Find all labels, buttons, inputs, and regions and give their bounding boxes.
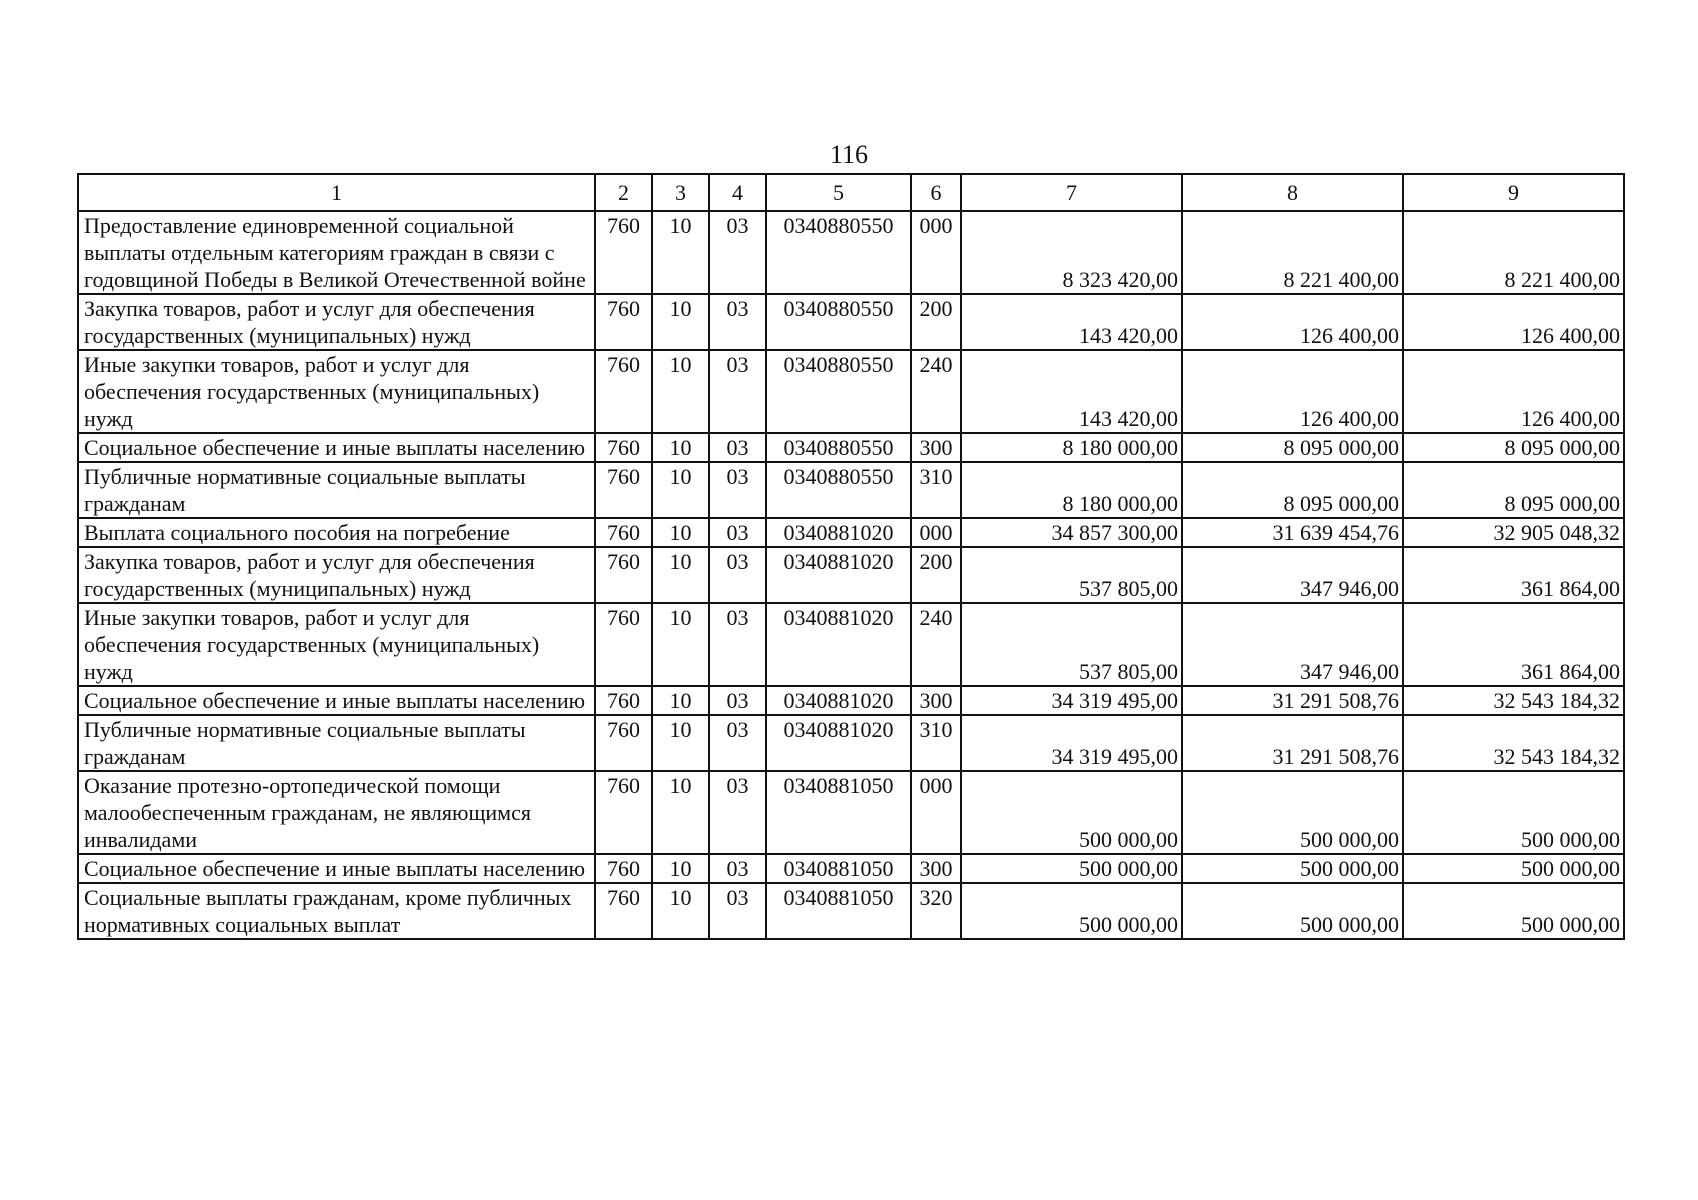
expense-type-code: 000 xyxy=(911,211,961,294)
table-row xyxy=(78,518,1624,547)
ministry-code: 760 xyxy=(595,350,652,433)
target-article-code: 0340880550 xyxy=(766,294,911,350)
row-name: Выплата социального пособия на погребение xyxy=(78,518,595,547)
page-number: 116 xyxy=(829,140,869,169)
expense-type-code: 310 xyxy=(911,462,961,518)
subsection-code: 03 xyxy=(709,294,766,350)
column-header: 8 xyxy=(1182,174,1403,211)
amount-col9: 500 000,00 xyxy=(1403,854,1624,883)
row-name: Социальное обеспечение и иные выплаты населению xyxy=(78,433,595,462)
amount-col8: 31 639 454,76 xyxy=(1182,518,1403,547)
table-row xyxy=(78,350,1624,433)
table-row xyxy=(78,603,1624,686)
amount-col7: 8 323 420,00 xyxy=(961,211,1182,294)
expense-type-code: 310 xyxy=(911,715,961,771)
subsection-code: 03 xyxy=(709,433,766,462)
subsection-code: 03 xyxy=(709,603,766,686)
expense-type-code: 000 xyxy=(911,771,961,854)
amount-col7: 500 000,00 xyxy=(961,771,1182,854)
table-row xyxy=(78,547,1624,603)
row-name: Социальное обеспечение и иные выплаты населению xyxy=(78,854,595,883)
row-name: Социальное обеспечение и иные выплаты населению xyxy=(78,686,595,715)
amount-col7: 500 000,00 xyxy=(961,883,1182,939)
amount-col8: 347 946,00 xyxy=(1182,603,1403,686)
section-code: 10 xyxy=(652,433,709,462)
table-row xyxy=(78,771,1624,854)
target-article-code: 0340881020 xyxy=(766,715,911,771)
amount-col8: 126 400,00 xyxy=(1182,350,1403,433)
amount-col7: 537 805,00 xyxy=(961,603,1182,686)
amount-col8: 31 291 508,76 xyxy=(1182,686,1403,715)
section-code: 10 xyxy=(652,294,709,350)
amount-col9: 126 400,00 xyxy=(1403,294,1624,350)
table-row xyxy=(78,462,1624,518)
target-article-code: 0340881020 xyxy=(766,603,911,686)
row-name: Оказание протезно-ортопедической помощи малообеспеченным гражданам, не являющимся инвалидами xyxy=(78,771,595,854)
target-article-code: 0340881020 xyxy=(766,547,911,603)
ministry-code: 760 xyxy=(595,854,652,883)
target-article-code: 0340881020 xyxy=(766,518,911,547)
amount-col9: 8 095 000,00 xyxy=(1403,462,1624,518)
subsection-code: 03 xyxy=(709,686,766,715)
row-name: Закупка товаров, работ и услуг для обеспечения государственных (муниципальных) нужд xyxy=(78,547,595,603)
amount-col7: 537 805,00 xyxy=(961,547,1182,603)
subsection-code: 03 xyxy=(709,771,766,854)
column-header: 1 xyxy=(78,174,595,211)
amount-col9: 361 864,00 xyxy=(1403,603,1624,686)
amount-col7: 34 857 300,00 xyxy=(961,518,1182,547)
ministry-code: 760 xyxy=(595,518,652,547)
amount-col7: 143 420,00 xyxy=(961,294,1182,350)
ministry-code: 760 xyxy=(595,715,652,771)
section-code: 10 xyxy=(652,854,709,883)
header-row xyxy=(78,174,1624,211)
amount-col8: 126 400,00 xyxy=(1182,294,1403,350)
amount-col7: 143 420,00 xyxy=(961,350,1182,433)
column-header: 6 xyxy=(911,174,961,211)
amount-col7: 34 319 495,00 xyxy=(961,686,1182,715)
target-article-code: 0340881050 xyxy=(766,854,911,883)
table-row xyxy=(78,854,1624,883)
target-article-code: 0340880550 xyxy=(766,350,911,433)
section-code: 10 xyxy=(652,547,709,603)
ministry-code: 760 xyxy=(595,294,652,350)
target-article-code: 0340880550 xyxy=(766,433,911,462)
expense-type-code: 240 xyxy=(911,350,961,433)
expense-type-code: 300 xyxy=(911,433,961,462)
subsection-code: 03 xyxy=(709,518,766,547)
subsection-code: 03 xyxy=(709,854,766,883)
expense-type-code: 300 xyxy=(911,686,961,715)
amount-col8: 500 000,00 xyxy=(1182,854,1403,883)
amount-col9: 32 905 048,32 xyxy=(1403,518,1624,547)
amount-col8: 500 000,00 xyxy=(1182,771,1403,854)
expense-type-code: 240 xyxy=(911,603,961,686)
amount-col8: 500 000,00 xyxy=(1182,883,1403,939)
ministry-code: 760 xyxy=(595,433,652,462)
expense-type-code: 320 xyxy=(911,883,961,939)
target-article-code: 0340881050 xyxy=(766,771,911,854)
amount-col7: 8 180 000,00 xyxy=(961,462,1182,518)
row-name: Иные закупки товаров, работ и услуг для обеспечения государственных (муниципальных) нужд xyxy=(78,350,595,433)
table-row xyxy=(78,211,1624,294)
section-code: 10 xyxy=(652,518,709,547)
budget-table xyxy=(77,173,1625,940)
target-article-code: 0340881020 xyxy=(766,686,911,715)
amount-col8: 347 946,00 xyxy=(1182,547,1403,603)
subsection-code: 03 xyxy=(709,462,766,518)
section-code: 10 xyxy=(652,603,709,686)
amount-col8: 8 095 000,00 xyxy=(1182,462,1403,518)
ministry-code: 760 xyxy=(595,771,652,854)
amount-col9: 8 221 400,00 xyxy=(1403,211,1624,294)
column-header: 4 xyxy=(709,174,766,211)
table-row xyxy=(78,715,1624,771)
amount-col9: 32 543 184,32 xyxy=(1403,715,1624,771)
section-code: 10 xyxy=(652,715,709,771)
target-article-code: 0340880550 xyxy=(766,211,911,294)
section-code: 10 xyxy=(652,771,709,854)
table-row xyxy=(78,294,1624,350)
amount-col9: 126 400,00 xyxy=(1403,350,1624,433)
amount-col7: 8 180 000,00 xyxy=(961,433,1182,462)
subsection-code: 03 xyxy=(709,350,766,433)
amount-col9: 500 000,00 xyxy=(1403,771,1624,854)
table-row xyxy=(78,686,1624,715)
row-name: Закупка товаров, работ и услуг для обеспечения государственных (муниципальных) нужд xyxy=(78,294,595,350)
table-row xyxy=(78,883,1624,939)
subsection-code: 03 xyxy=(709,211,766,294)
table-row xyxy=(78,433,1624,462)
ministry-code: 760 xyxy=(595,686,652,715)
subsection-code: 03 xyxy=(709,547,766,603)
row-name: Публичные нормативные социальные выплаты гражданам xyxy=(78,715,595,771)
amount-col8: 8 221 400,00 xyxy=(1182,211,1403,294)
row-name: Иные закупки товаров, работ и услуг для обеспечения государственных (муниципальных) нужд xyxy=(78,603,595,686)
amount-col9: 500 000,00 xyxy=(1403,883,1624,939)
ministry-code: 760 xyxy=(595,547,652,603)
row-name: Публичные нормативные социальные выплаты гражданам xyxy=(78,462,595,518)
expense-type-code: 000 xyxy=(911,518,961,547)
row-name: Предоставление единовременной социальной выплаты отдельным категориям граждан в связи с годовщиной Победы в Великой Отечественной войне xyxy=(78,211,595,294)
section-code: 10 xyxy=(652,462,709,518)
column-header: 7 xyxy=(961,174,1182,211)
target-article-code: 0340880550 xyxy=(766,462,911,518)
ministry-code: 760 xyxy=(595,211,652,294)
column-header: 5 xyxy=(766,174,911,211)
ministry-code: 760 xyxy=(595,883,652,939)
subsection-code: 03 xyxy=(709,883,766,939)
ministry-code: 760 xyxy=(595,462,652,518)
ministry-code: 760 xyxy=(595,603,652,686)
expense-type-code: 300 xyxy=(911,854,961,883)
column-header: 9 xyxy=(1403,174,1624,211)
target-article-code: 0340881050 xyxy=(766,883,911,939)
amount-col9: 361 864,00 xyxy=(1403,547,1624,603)
column-header: 2 xyxy=(595,174,652,211)
section-code: 10 xyxy=(652,686,709,715)
amount-col8: 8 095 000,00 xyxy=(1182,433,1403,462)
section-code: 10 xyxy=(652,350,709,433)
column-header: 3 xyxy=(652,174,709,211)
row-name: Социальные выплаты гражданам, кроме публичных нормативных социальных выплат xyxy=(78,883,595,939)
amount-col9: 8 095 000,00 xyxy=(1403,433,1624,462)
expense-type-code: 200 xyxy=(911,294,961,350)
section-code: 10 xyxy=(652,883,709,939)
amount-col7: 500 000,00 xyxy=(961,854,1182,883)
subsection-code: 03 xyxy=(709,715,766,771)
amount-col9: 32 543 184,32 xyxy=(1403,686,1624,715)
section-code: 10 xyxy=(652,211,709,294)
amount-col8: 31 291 508,76 xyxy=(1182,715,1403,771)
expense-type-code: 200 xyxy=(911,547,961,603)
amount-col7: 34 319 495,00 xyxy=(961,715,1182,771)
